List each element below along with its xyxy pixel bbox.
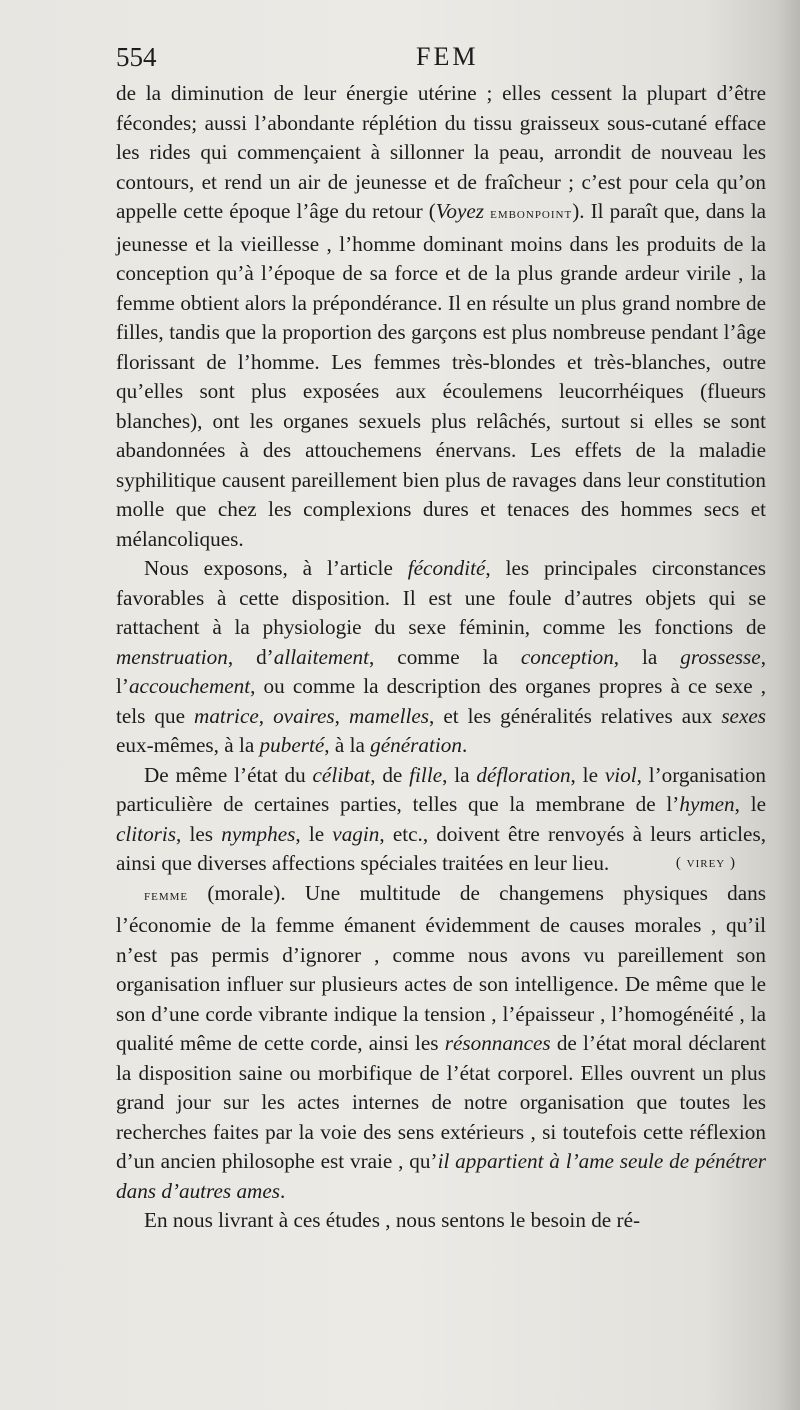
philosopher-quote: il appartient à l’ame seule de pénétrer dans d’autres ames <box>116 1149 766 1203</box>
page-number: 554 <box>116 42 157 72</box>
paragraph-2: Nous exposons, à l’article fécondité, les principales circonstances favorables à cette disposition. Il est une foule d’autres objets qui se rattachent à la physiologie du sexe féminin, comme les fonctions de menstruation, d’allaitement, comme la conception, la grossesse, l’accouchement, ou comme la description des organes propres à ce sexe , tels que matrice, ovaires, mamelles, et les généralités relatives aux sexes eux-mêmes, à la puberté, à la génération. <box>116 556 767 757</box>
body-text <box>116 79 766 1236</box>
paragraph-4: femme (morale). Une multitude de changemens physiques dans l’économie de la femme émanent évidemment de causes morales , qu’il n’est pas permis d’ignorer , comme nous avons vu pareillement son organisation influer sur plusieurs actes de son intelligence. De même que le son d’une corde vibrante indique la tension , l’épaisseur , l’homogénéité , la qualité même de cette corde, ainsi les résonnances de l’état moral déclarent la disposition saine ou morbifique de l’état corporel. Elles ouvrent un plus grand jour sur les actes internes de notre organisation que toutes les recherches faites par la voie des sens extérieurs , si toutefois cette réflexion d’un ancien philosophe est vraie , qu’il appartient à l’ame seule de pénétrer dans d’autres ames. <box>116 880 766 1203</box>
paragraph-3: De même l’état du célibat, de fille, la défloration, le viol, l’organisation particulière de certaines parties, telles que la membrane de l’hymen, le clitoris, les nymphes, le vagin, etc., doivent être renvoyés à leurs articles, ainsi que diverses affections spéciales traitées en leur lieu. ( virey ) <box>116 761 766 879</box>
page-header <box>116 42 766 78</box>
paragraph-1: de la diminution de leur énergie utérine ; elles cessent la plupart d’être fécondes; aussi l’abondante réplétion du tissu graisseux sous-cutané efface les rides qui commençaient à sillonner la peau, arrondit de nouveau les contours, et rend un air de jeunesse et de fraîcheur ; c’est pour cela qu’on appelle cette époque l’âge du retour (Voyez embonpoint). Il paraît que, dans la jeunesse et la vieillesse , l’homme dominant moins dans les produits de la conception qu’à l’époque de sa force et de la plus grande ardeur virile , la femme obtient alors la prépondérance. Il en résulte un plus grand nombre de filles, tandis que la proportion des garçons est plus nombreuse pendant l’âge florissant de l’homme. Les femmes très-blondes et très-blanches, outre qu’elles sont plus exposées aux écoulemens leucorrhéiques (flueurs blanches), ont les organes sexuels plus relâchés, surtout si elles se sont abandonnées à des attouchemens énervans. Les effets de la maladie syphilitique causent pareillement bien plus de ravages dans leur constitution molle que chez les complexions dures et tenaces des hommes secs et mélancoliques. <box>116 81 766 551</box>
paragraph-5: En nous livrant à ces études , nous sentons le besoin de ré- <box>144 1208 641 1232</box>
cross-reference-embonpoint: embonpoint <box>490 206 573 222</box>
entry-heading: femme <box>144 887 189 904</box>
cross-reference-voyez: Voyez <box>435 199 485 223</box>
running-head: FEM <box>416 42 479 71</box>
author-signature: ( virey ) <box>675 855 736 871</box>
